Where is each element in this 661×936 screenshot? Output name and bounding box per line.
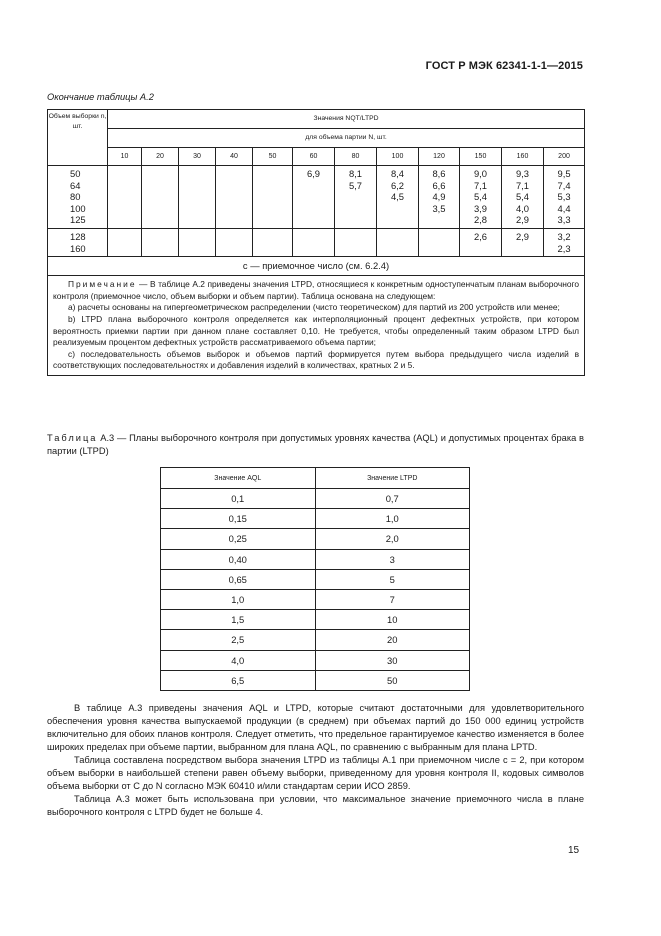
table-a3-row	[161, 489, 470, 509]
table-a2-lot-size-cell: 100	[377, 148, 419, 166]
note-intro-text: — В таблице А.2 приведены значения LTPD, относящиеся к конкретным одноступенчатым планам выборочного контроля (приемочное число, объем выборки и объем партии). Таблица основана на следующем:	[53, 279, 580, 301]
ltpd-value: 6,2	[390, 179, 405, 191]
table-a2-value-cell	[216, 166, 253, 229]
ltpd-value: 8,1	[348, 168, 363, 179]
table-a2-value-cell	[377, 228, 419, 256]
table-a2-value-cell	[502, 228, 544, 256]
table-a3-header-ltpd: Значение LTPD	[315, 468, 470, 489]
ltpd-value: 6,6	[432, 179, 446, 191]
table-a2-lot-size-cell: 30	[179, 148, 216, 166]
table-a2-value-cell	[108, 228, 142, 256]
table-a2-value-cell	[108, 166, 142, 229]
table-a3-aql-cell: 6,5	[161, 670, 316, 690]
note-item: b) LTPD плана выборочного контроля определяется как интерполяционный процент дефектных устройств, при котором вероятность приемки партии при данном плане составляет 0,10. Не требуется, чтобы определенный таким образом LTPD был реализуемым процентом дефектных устройств рассматриваемого объема партии;	[53, 313, 580, 348]
table-a3-row	[161, 610, 470, 630]
table-a2-lot-size-cell: 150	[460, 148, 502, 166]
table-a2-value-cell	[460, 166, 502, 229]
table-a3-ltpd-cell: 1,0	[315, 509, 470, 529]
table-a3-aql-cell: 4,0	[161, 650, 316, 670]
table-a3-aql-cell: 1,0	[161, 589, 316, 609]
ltpd-value: 9,3	[515, 168, 530, 179]
table-a2-sample-size-cell	[48, 228, 108, 256]
table-a3-row	[161, 670, 470, 690]
table-a3-caption	[47, 432, 584, 459]
ltpd-value: 4,4	[557, 202, 571, 214]
sample-size-value: 80	[70, 191, 81, 203]
table-a2-value-cell	[419, 166, 460, 229]
ltpd-value: 2,8	[473, 214, 488, 226]
table-a3-row	[161, 630, 470, 650]
note-item: с) последовательность объемов выборок и объемов партий формируется путем выбора предыдущего числа изделий в соответствующих последовательностях и добавления изделий в количествах, кратных 2 и 5.	[53, 348, 580, 371]
table-a3-row	[161, 549, 470, 569]
table-a3-ltpd-cell: 50	[315, 670, 470, 690]
body-paragraph-3: Таблица А.3 может быть использована при условии, что максимальное значение приемочного числа в плане выборочного контроля с LTPD будет не больше 4.	[47, 794, 584, 817]
ltpd-value: 2,9	[515, 230, 530, 242]
table-a3	[160, 467, 470, 691]
table-a2-value-cell	[544, 166, 585, 229]
table-a2-lot-size-header: для объема партии N, шт.	[108, 129, 585, 148]
page-number: 15	[568, 845, 580, 856]
table-a3-aql-cell: 0,40	[161, 549, 316, 569]
note-intro	[53, 279, 579, 302]
table-a3-row	[161, 569, 470, 589]
ltpd-value: 2,6	[473, 230, 488, 242]
ltpd-value: 8,4	[390, 168, 405, 179]
table-a3-aql-cell: 0,15	[161, 509, 316, 529]
table-a2-lot-size-cell: 160	[502, 148, 544, 166]
ltpd-value: 9,5	[557, 168, 571, 179]
sample-size-value: 50	[70, 168, 81, 179]
table-a2-value-cell	[293, 166, 335, 229]
table-a2-legend: c — приемочное число (см. 6.2.4)	[48, 257, 585, 276]
table-a3-aql-cell: 2,5	[161, 630, 316, 650]
note-item: а) расчеты основаны на гипергеометрическом распределении (чисто теоретическом) для партий из 200 устройств или менее;	[68, 302, 560, 313]
table-a2-data-row	[48, 166, 585, 229]
table-a2-value-cell	[253, 166, 293, 229]
sample-size-value: 128	[70, 230, 86, 242]
table-a3-caption-text: А.3 — Планы выборочного контроля при допустимых уровнях качества (AQL) и допустимых процентах брака в партии (LTPD)	[47, 433, 584, 457]
table-a2-lot-size-row	[48, 148, 585, 166]
table-a2-value-cell	[179, 166, 216, 229]
table-a3-aql-cell: 0,1	[161, 489, 316, 509]
table-a3-row	[161, 650, 470, 670]
table-a2-lot-size-cell: 60	[293, 148, 335, 166]
table-a2-legend-row	[48, 257, 585, 276]
table-a2-value-cell	[253, 228, 293, 256]
table-a2-lot-size-cell: 20	[142, 148, 179, 166]
ltpd-value: 3,2	[557, 230, 571, 242]
table-a3-caption-label: Таблица	[47, 433, 98, 443]
sample-size-value: 64	[70, 179, 81, 191]
table-a2-lot-size-cell: 120	[419, 148, 460, 166]
body-paragraph-2: Таблица составлена посредством выбора значения LTPD из таблицы А.1 при приемочном числе c = 2, при котором объем выборки в наибольшей степени равен объему выборки, приведенному для уровня контроля II, кодовых символов объема выборки от С до N согласно МЭК 60410 и/или стандартам серии ИСО 2859.	[47, 755, 584, 791]
table-a2-values-header: Значения NQT/LTPD	[108, 110, 585, 129]
table-a3-aql-cell: 1,5	[161, 610, 316, 630]
ltpd-value: 7,1	[515, 179, 530, 191]
table-a2-value-cell	[419, 228, 460, 256]
ltpd-value: 8,6	[432, 168, 446, 179]
table-a2-value-cell	[335, 228, 377, 256]
table-a3-ltpd-cell: 20	[315, 630, 470, 650]
ltpd-value: 4,9	[432, 191, 446, 203]
ltpd-value: 3,9	[473, 202, 488, 214]
ltpd-value: 6,9	[306, 168, 321, 179]
table-a3-ltpd-cell: 5	[315, 569, 470, 589]
sample-size-value: 160	[70, 242, 86, 254]
table-a2-note	[48, 276, 585, 376]
ltpd-value: 5,4	[473, 191, 488, 203]
table-a2-lot-size-cell: 80	[335, 148, 377, 166]
ltpd-value: 5,4	[515, 191, 530, 203]
table-a2-value-cell	[293, 228, 335, 256]
ltpd-value: 2,3	[557, 242, 571, 254]
table-a2-data-row	[48, 228, 585, 256]
table-a3-row	[161, 509, 470, 529]
ltpd-value: 3,5	[432, 202, 446, 214]
table-a2-value-cell	[179, 228, 216, 256]
table-a2-sample-size-header: Объем выборки n, шт.	[48, 110, 108, 166]
table-a3-aql-cell: 0,65	[161, 569, 316, 589]
table-a2-value-cell	[502, 166, 544, 229]
table-a3-ltpd-cell: 2,0	[315, 529, 470, 549]
ltpd-value: 7,1	[473, 179, 488, 191]
table-a2-note-row	[48, 276, 585, 376]
table-a2-header-row-1	[48, 110, 585, 129]
table-a3-row	[161, 529, 470, 549]
table-a3-header-row	[161, 468, 470, 489]
table-a2-sample-size-cell	[48, 166, 108, 229]
table-a3-row	[161, 589, 470, 609]
ltpd-value: 3,3	[557, 214, 571, 226]
table-a2-value-cell	[544, 228, 585, 256]
table-a2-lot-size-cell: 10	[108, 148, 142, 166]
table-a2-value-cell	[460, 228, 502, 256]
table-a2-value-cell	[142, 228, 179, 256]
table-a2-header-row-2	[48, 129, 585, 148]
table-a3-ltpd-cell: 0,7	[315, 489, 470, 509]
table-a2-value-cell	[335, 166, 377, 229]
table-a2-lot-size-cell: 50	[253, 148, 293, 166]
document-header: ГОСТ Р МЭК 62341-1-1—2015	[425, 60, 583, 72]
ltpd-value: 4,0	[515, 202, 530, 214]
table-a3-ltpd-cell: 7	[315, 589, 470, 609]
ltpd-value: 5,3	[557, 191, 571, 203]
table-a2-caption: Окончание таблицы А.2	[47, 92, 154, 102]
body-paragraph-1: В таблице А.3 приведены значения AQL и LTPD, которые считают достаточными для удовлетворительного обеспечения уровня качества выпускаемой продукции (в среднем) при объемах партий до 150 000 единиц устройств включительно для обоих планов контроля. Следует отметить, что предельное гарантируемое качество изменяется в более широких пределах при объеме партии, выбранном для плана AQL, по сравнению с выбранным для плана LPTD.	[47, 703, 584, 752]
table-a2-lot-size-cell: 40	[216, 148, 253, 166]
sample-size-value: 125	[70, 214, 86, 226]
note-label: Примечание	[68, 279, 137, 290]
table-a2-lot-size-cell: 200	[544, 148, 585, 166]
table-a2-value-cell	[142, 166, 179, 229]
table-a2	[47, 109, 585, 376]
table-a3-ltpd-cell: 3	[315, 549, 470, 569]
table-a3-header-aql: Значение AQL	[161, 468, 316, 489]
table-a3-ltpd-cell: 10	[315, 610, 470, 630]
body-text	[47, 702, 584, 819]
sample-size-value: 100	[70, 202, 86, 214]
ltpd-value: 2,9	[515, 214, 530, 226]
ltpd-value: 9,0	[473, 168, 488, 179]
table-a2-value-cell	[216, 228, 253, 256]
table-a2-value-cell	[377, 166, 419, 229]
table-a3-aql-cell: 0,25	[161, 529, 316, 549]
table-a3-ltpd-cell: 30	[315, 650, 470, 670]
ltpd-value: 7,4	[557, 179, 571, 191]
ltpd-value: 5,7	[348, 179, 363, 191]
ltpd-value: 4,5	[390, 191, 405, 203]
